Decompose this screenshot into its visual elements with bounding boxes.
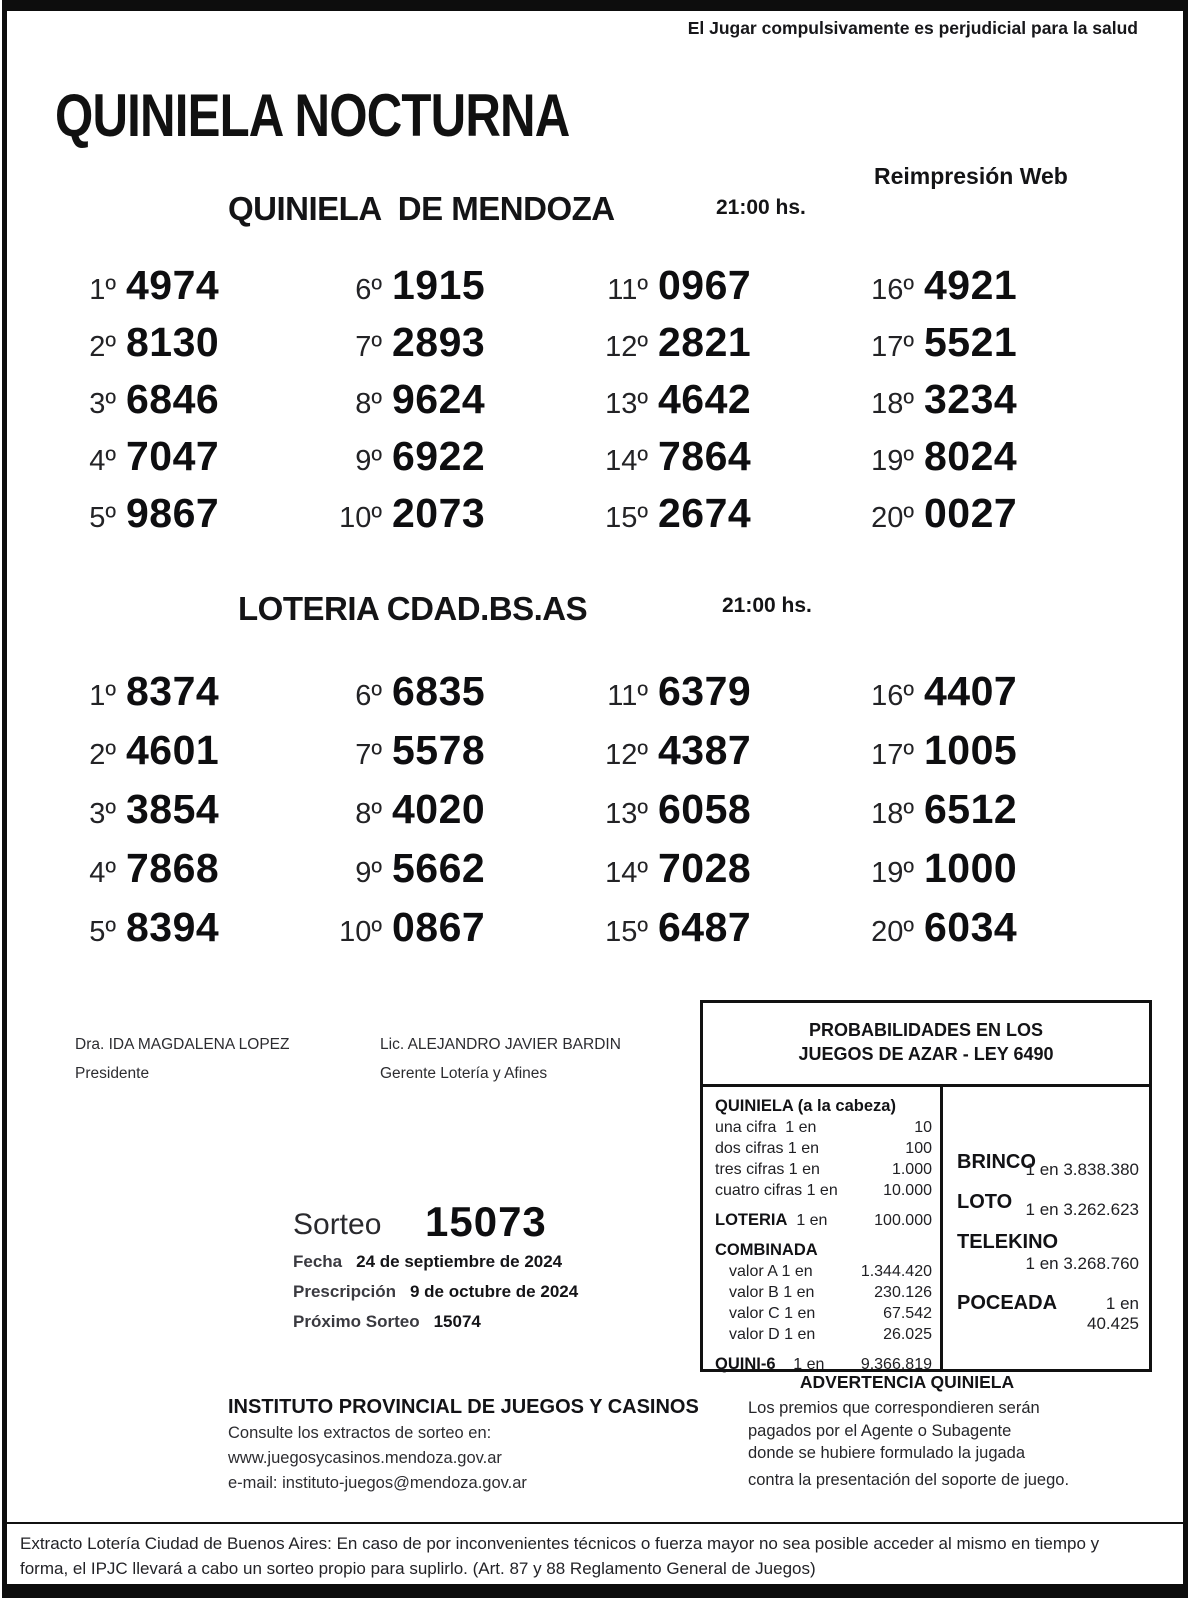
institute-name: INSTITUTO PROVINCIAL DE JUEGOS Y CASINOS [228,1396,699,1418]
lottery-result [590,262,856,319]
advertencia-text [748,1397,1108,1491]
result-position: 8º [355,798,382,830]
footer-disclaimer-line1: Extracto Lotería Ciudad de Buenos Aires: En caso de por inconvenientes técnicos o fuerza mayor no sea posible acceder al mismo en tiempo y [20,1534,1100,1553]
result-position: 18º [871,388,914,420]
probability-row: COMBINADA [715,1241,818,1259]
bsas-results-grid [58,668,1128,963]
probability-row: LOTERIA 1 en 100.000 [715,1211,932,1229]
result-position: 13º [605,798,648,830]
lottery-result [590,668,856,727]
result-number: 9867 [126,490,220,536]
bsas-section-title: LOTERIA CDAD.BS.AS [238,590,588,627]
mendoza-section-title: QUINIELA DE MENDOZA [228,190,615,227]
result-position: 19º [871,445,914,477]
lottery-result [58,727,324,786]
result-position: 9º [355,857,382,889]
probability-row: valor A 1 en 1.344.420 [729,1263,932,1280]
probability-row: una cifra 1 en 10 [715,1119,932,1136]
advertencia-line: donde se hubiere formulado la jugada [748,1444,1026,1462]
result-position: 7º [355,331,382,363]
probability-row: cuatro cifras 1 en 10.000 [715,1182,932,1199]
game-odds-entry [957,1292,1139,1334]
result-number: 1000 [924,845,1018,891]
result-position: 17º [871,331,914,363]
lottery-result [590,433,856,490]
result-number: 4407 [924,668,1018,714]
result-number: 4642 [658,376,752,422]
advertencia-line: pagados por el Agente o Subagente [748,1421,1012,1440]
result-number: 0967 [658,262,752,308]
result-position: 17º [871,739,914,771]
lottery-result [590,904,856,963]
game-odds: 1 en 3.838.380 [1025,1160,1139,1179]
result-number: 6034 [924,904,1018,950]
probability-row: valor C 1 en 67.542 [729,1305,932,1322]
game-odds: 1 en 40.425 [1087,1294,1139,1333]
result-number: 8374 [126,668,220,714]
result-number: 3854 [126,786,220,832]
result-position: 9º [355,445,382,477]
lottery-result [58,490,324,547]
result-position: 18º [871,798,914,830]
result-number: 4974 [126,262,220,308]
result-number: 4601 [126,727,220,773]
lottery-result [590,845,856,904]
result-number: 6487 [658,904,752,950]
result-position: 20º [871,916,914,948]
signature-name: Lic. ALEJANDRO JAVIER BARDIN [380,1036,621,1053]
result-position: 14º [605,445,648,477]
next-draw-line: Próximo Sorteo 15074 [293,1312,481,1331]
lottery-result [856,727,1122,786]
result-number: 6058 [658,786,752,832]
lottery-result [58,786,324,845]
draw-date-line: Fecha 24 de septiembre de 2024 [293,1252,563,1271]
signature-role: Gerente Lotería y Afines [380,1065,548,1082]
result-position: 3º [89,388,116,420]
result-position: 19º [871,857,914,889]
result-number: 6922 [392,433,486,479]
game-odds-entry [957,1231,1139,1274]
lottery-result [324,490,590,547]
lottery-result [324,376,590,433]
probabilities-title: PROBABILIDADES EN LOS JUEGOS DE AZAR - LEY 6490 [703,1003,1149,1087]
lottery-result [856,845,1122,904]
result-number: 6835 [392,668,486,714]
lottery-result [856,319,1122,376]
result-position: 16º [871,680,914,712]
probability-row: tres cifras 1 en 1.000 [715,1161,932,1178]
signature-name: Dra. IDA MAGDALENA LOPEZ [75,1036,290,1053]
result-number: 7868 [126,845,220,891]
prescription-line: Prescripción 9 de octubre de 2024 [293,1282,579,1301]
result-number: 6846 [126,376,220,422]
lottery-result [856,668,1122,727]
result-position: 5º [89,502,116,534]
result-number: 4020 [392,786,486,832]
mendoza-draw-time: 21:00 hs. [716,196,806,219]
result-position: 15º [605,916,648,948]
probability-row: QUINIELA (a la cabeza) [715,1097,896,1115]
lottery-result [324,262,590,319]
institute-consult-text: Consulte los extractos de sorteo en: [228,1424,492,1442]
result-position: 15º [605,502,648,534]
lottery-result [856,904,1122,963]
lottery-result [58,668,324,727]
result-number: 5662 [392,845,486,891]
lottery-result [856,786,1122,845]
result-position: 11º [607,274,648,306]
lottery-result [324,904,590,963]
result-position: 1º [89,680,116,712]
game-odds-entry [957,1191,1139,1220]
result-number: 7047 [126,433,220,479]
result-number: 7864 [658,433,752,479]
sorteo-number: 15073 [425,1198,547,1245]
result-position: 6º [355,274,382,306]
probabilities-quiniela-column [703,1087,943,1373]
result-number: 8024 [924,433,1018,479]
result-number: 8394 [126,904,220,950]
game-odds-entry [957,1151,1139,1180]
probabilities-box [700,1000,1152,1372]
result-number: 9624 [392,376,486,422]
lottery-result [590,319,856,376]
result-number: 2893 [392,319,486,365]
signature-president [75,1036,289,1083]
result-number: 1915 [392,262,486,308]
result-number: 4921 [924,262,1018,308]
result-number: 2821 [658,319,752,365]
mendoza-results-grid [58,262,1128,547]
game-name: TELEKINO [957,1231,1059,1253]
result-number: 1005 [924,727,1018,773]
sorteo-label: Sorteo [293,1208,382,1241]
probability-row: valor B 1 en 230.126 [729,1284,932,1301]
result-number: 8130 [126,319,220,365]
result-position: 10º [339,502,382,534]
lottery-result [324,668,590,727]
probabilities-games-column [943,1087,1149,1369]
lottery-result [58,904,324,963]
page-title: QUINIELA NOCTURNA [55,82,570,149]
lottery-result [324,319,590,376]
game-name: LOTO [957,1191,1013,1213]
result-position: 13º [605,388,648,420]
lottery-result [856,262,1122,319]
advertencia-title: ADVERTENCIA QUINIELA [799,1372,1015,1392]
result-number: 2674 [658,490,752,536]
lottery-result [58,845,324,904]
result-number: 5578 [392,727,486,773]
lottery-result [324,845,590,904]
game-name: BRINCO [957,1151,1036,1173]
result-position: 12º [605,739,648,771]
result-position: 11º [607,680,648,712]
lottery-result [58,262,324,319]
result-position: 7º [355,739,382,771]
advertencia-line: Los premios que correspondieren serán [748,1399,1040,1417]
result-position: 4º [89,445,116,477]
result-position: 5º [89,916,116,948]
lottery-result [856,433,1122,490]
lottery-result [856,376,1122,433]
health-warning-text: El Jugar compulsivamente es perjudicial para la salud [687,18,1138,38]
signature-manager [380,1036,621,1083]
result-position: 16º [871,274,914,306]
result-number: 4387 [658,727,752,773]
institute-email: e-mail: instituto-juegos@mendoza.gov.ar [228,1474,527,1492]
result-number: 7028 [658,845,752,891]
result-position: 14º [605,857,648,889]
probability-row: dos cifras 1 en 100 [715,1140,932,1157]
game-odds: 1 en 3.268.760 [1025,1254,1139,1273]
lottery-result [324,433,590,490]
game-name: POCEADA [957,1292,1058,1314]
bsas-draw-time: 21:00 hs. [722,594,812,617]
result-position: 4º [89,857,116,889]
footer-disclaimer-line2: forma, el IPJC llevará a cabo un sorteo propio para suplirlo. (Art. 87 y 88 Reglamento General de Juegos) [20,1559,816,1578]
lottery-result [58,376,324,433]
result-position: 20º [871,502,914,534]
lottery-result [590,786,856,845]
lottery-result [58,319,324,376]
result-number: 2073 [392,490,486,536]
result-position: 8º [355,388,382,420]
result-position: 1º [89,274,116,306]
lottery-result [590,376,856,433]
probability-row: QUINI-6 1 en 9.366.819 [715,1355,932,1373]
lottery-result [324,727,590,786]
result-position: 3º [89,798,116,830]
result-number: 0867 [392,904,486,950]
footer-divider [7,1522,1183,1524]
result-number: 6379 [658,668,752,714]
game-odds: 1 en 3.262.623 [1025,1200,1139,1219]
web-reprint-label: Reimpresión Web [874,163,1068,189]
probability-row: valor D 1 en 26.025 [729,1326,932,1343]
lottery-result [590,490,856,547]
result-number: 3234 [924,376,1018,422]
result-number: 5521 [924,319,1018,365]
result-position: 12º [605,331,648,363]
signature-role: Presidente [75,1065,150,1082]
result-number: 0027 [924,490,1018,536]
lottery-result [58,433,324,490]
lottery-result [590,727,856,786]
result-number: 6512 [924,786,1018,832]
result-position: 2º [89,739,116,771]
result-position: 6º [355,680,382,712]
advertencia-line: contra la presentación del soporte de juego. [748,1470,1070,1489]
lottery-result [856,490,1122,547]
lottery-result [324,786,590,845]
result-position: 2º [89,331,116,363]
result-position: 10º [339,916,382,948]
institute-website: www.juegosycasinos.mendoza.gov.ar [228,1449,502,1467]
